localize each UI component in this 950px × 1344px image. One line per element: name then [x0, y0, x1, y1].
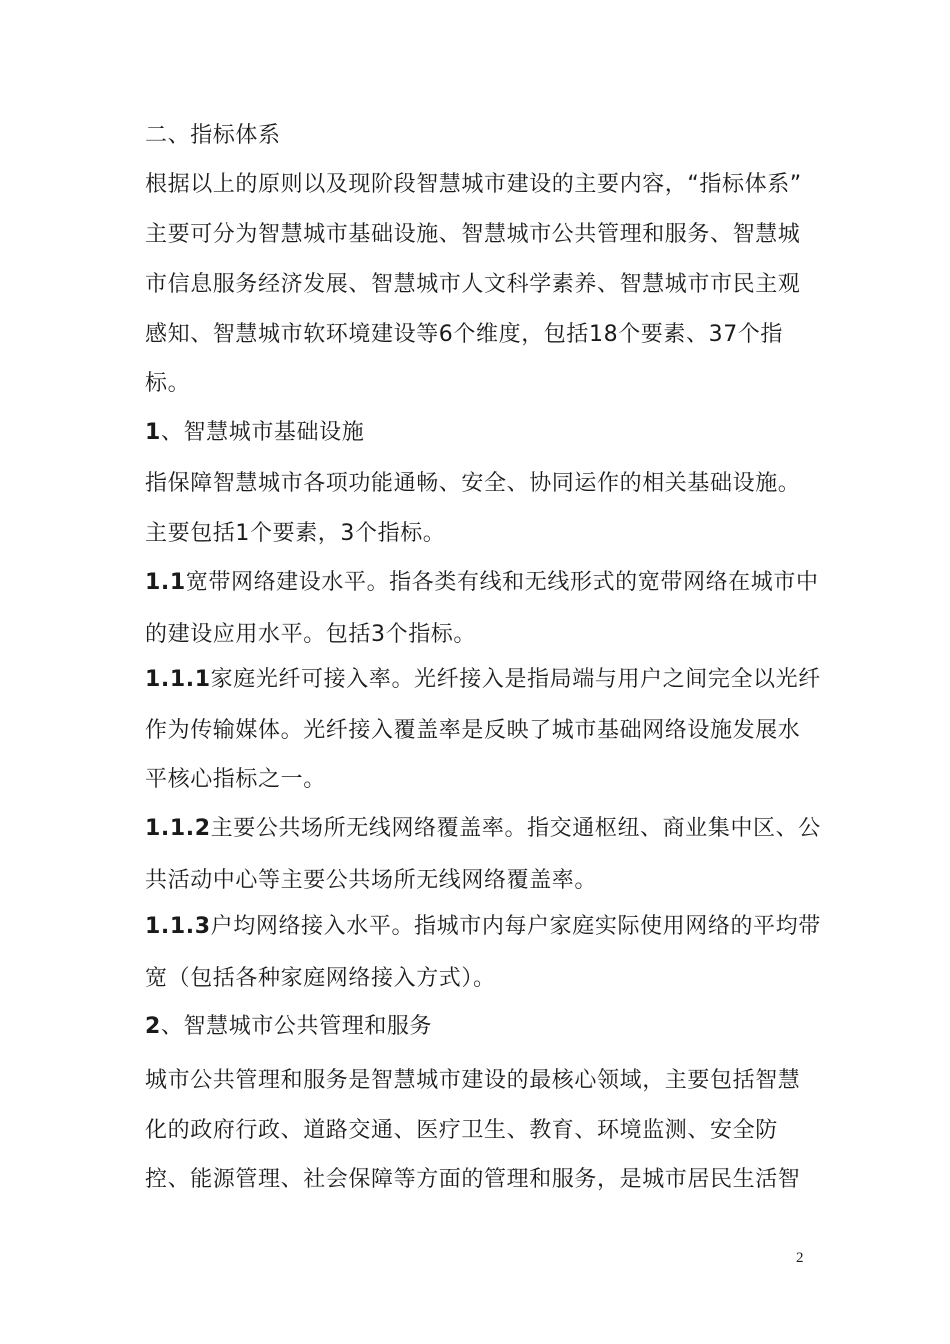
line-text: 市信息服务经济发展、智慧城市人文科学素养、智慧城市市民主观	[145, 272, 801, 297]
paragraph-line	[145, 469, 800, 499]
line-text: 的建设应用水平。包括3个指标。	[145, 622, 476, 647]
paragraph-line	[145, 1066, 800, 1096]
paragraph-line	[145, 320, 783, 350]
line-text: 感知、智慧城市软环境建设等6个维度，包括18个要素、37个指	[145, 322, 783, 347]
item-number: 1.1.2	[145, 816, 211, 841]
section-heading	[145, 121, 281, 151]
paragraph-line	[145, 1116, 778, 1146]
paragraph-line	[145, 765, 326, 795]
item-number: 1.1.3	[145, 914, 211, 939]
item-number: 1.1	[145, 570, 186, 595]
item-line	[145, 665, 821, 695]
subsection-heading	[145, 1012, 432, 1042]
line-text: 二、指标体系	[145, 123, 281, 148]
paragraph-line	[145, 866, 597, 896]
line-text: 主要可分为智慧城市基础设施、智慧城市公共管理和服务、智慧城	[145, 222, 801, 247]
section-number: 1	[145, 420, 161, 445]
paragraph-line	[145, 620, 476, 650]
paragraph-line	[145, 270, 800, 300]
paragraph-line	[145, 964, 496, 994]
line-text: 标。	[145, 371, 191, 396]
line-text: 、智慧城市公共管理和服务	[160, 1014, 433, 1039]
line-text: 城市公共管理和服务是智慧城市建设的最核心领域，主要包括智慧	[145, 1068, 801, 1093]
line-text: 共活动中心等主要公共场所无线网络覆盖率。	[145, 868, 598, 893]
line-text: 指保障智慧城市各项功能通畅、安全、协同运作的相关基础设施。	[145, 471, 801, 496]
item-line	[145, 568, 819, 598]
item-line	[145, 814, 821, 844]
line-text: 平核心指标之一。	[145, 767, 326, 792]
line-text: 宽带网络建设水平。指各类有线和无线形式的宽带网络在城市中	[185, 570, 819, 595]
paragraph-line	[145, 519, 445, 549]
paragraph-line	[145, 170, 802, 200]
line-text: 主要包括1个要素，3个指标。	[145, 521, 446, 546]
subsection-heading	[145, 418, 364, 448]
paragraph-line	[145, 369, 190, 399]
item-line	[145, 912, 821, 942]
page-number: 2	[796, 1250, 804, 1266]
line-text: 宽（包括各种家庭网络接入方式）。	[145, 966, 496, 991]
paragraph-line	[145, 220, 800, 250]
line-text: 根据以上的原则以及现阶段智慧城市建设的主要内容，“指标体系”	[145, 172, 802, 197]
line-text: 化的政府行政、道路交通、医疗卫生、教育、环境监测、安全防	[145, 1118, 778, 1143]
line-text: 户均网络接入水平。指城市内每户家庭实际使用网络的平均带	[210, 914, 821, 939]
item-number: 1.1.1	[145, 667, 211, 692]
section-number: 2	[145, 1014, 161, 1039]
paragraph-line	[145, 1165, 800, 1195]
line-text: 作为传输媒体。光纤接入覆盖率是反映了城市基础网络设施发展水	[145, 718, 801, 743]
line-text: 控、能源管理、社会保障等方面的管理和服务，是城市居民生活智	[145, 1167, 801, 1192]
line-text: 家庭光纤可接入率。光纤接入是指局端与用户之间完全以光纤	[210, 667, 821, 692]
line-text: 主要公共场所无线网络覆盖率。指交通枢纽、商业集中区、公	[210, 816, 821, 841]
line-text: 、智慧城市基础设施	[160, 420, 365, 445]
paragraph-line	[145, 716, 800, 746]
